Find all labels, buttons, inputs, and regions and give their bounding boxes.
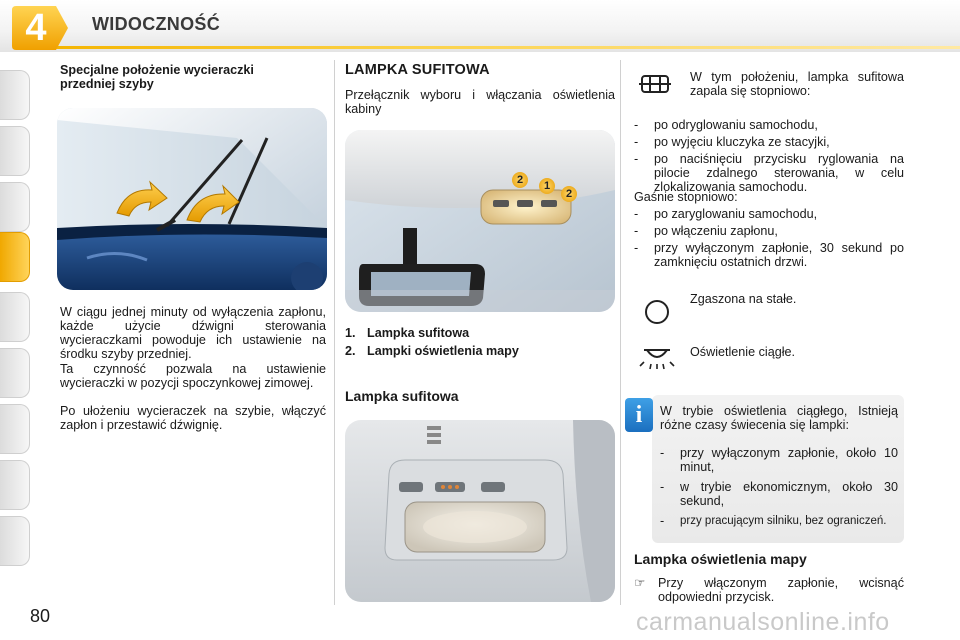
map-lamp-instruction: ☞ Przy włączonym zapłonie, wcisnąć odpowiedni przycisk. <box>634 576 904 604</box>
list-item: - po włączeniu zapłonu, <box>634 224 778 238</box>
side-tab-7[interactable] <box>0 404 30 454</box>
column-divider-2 <box>620 60 621 605</box>
list-item: - po naciśnięciu przycisku ryglowania na pilocie zdalnego sterowania, w celu zlokalizowania samochodu. <box>634 152 904 194</box>
side-tab-2[interactable] <box>0 126 30 176</box>
lamp-off-icon <box>643 298 671 326</box>
wiper-paragraph-2: Ta czynność pozwala na ustawienie wycieraczki w pozycji spoczynkowej zimowej. <box>60 362 326 390</box>
legend-item-1: 1. Lampka sufitowa <box>345 326 470 340</box>
callout-2-right: 2 <box>561 186 577 202</box>
list-item: - w trybie ekonomicznym, około 30 sekund, <box>660 480 898 508</box>
wiper-paragraph-1: W ciągu jednej minuty od wyłączenia zapłonu, każde użycie dźwigni sterowania wycieraczkami powoduje ich ustawienie na środku szyby przedniej. <box>60 305 326 361</box>
chapter-title: WIDOCZNOŚĆ <box>92 14 220 34</box>
info-icon: i <box>625 398 653 432</box>
windscreen-wiper-photo <box>57 108 327 290</box>
side-tab-4-active[interactable] <box>0 232 30 282</box>
side-tab-3[interactable] <box>0 182 30 232</box>
side-tab-1[interactable] <box>0 70 30 120</box>
wiper-paragraph-3: Po ułożeniu wycieraczek na szybie, włączyć zapłon i przestawić dźwignię. <box>60 404 326 432</box>
lamp-on-list <box>634 118 904 197</box>
lamp-off-mode-text: Zgaszona na stałe. <box>690 292 797 306</box>
info-list <box>660 446 898 531</box>
lamp-on-mode-text: Oświetlenie ciągłe. <box>690 345 795 359</box>
pointing-hand-icon: ☞ <box>634 576 646 590</box>
door-mode-icon <box>638 70 672 100</box>
header-accent-line <box>46 46 960 49</box>
subtitle-lampka-sufitowa: Lampka sufitowa <box>345 388 459 404</box>
lamp-on-icon <box>638 340 676 370</box>
wiper-section-heading: Specjalne położenie wycieraczki przedniej szyby <box>60 63 254 91</box>
list-item: - po wyjęciu kluczyka ze stacyjki, <box>634 135 830 149</box>
callout-1: 1 <box>539 178 555 194</box>
list-item: - przy wyłączonym zapłonie, 30 sekund po zamknięciu ostatnich drzwi. <box>634 241 904 269</box>
callout-2-left: 2 <box>512 172 528 188</box>
door-mode-text: W tym położeniu, lampka sufitowa zapala się stopniowo: <box>690 70 904 98</box>
list-item: - po zaryglowaniu samochodu, <box>634 207 818 221</box>
list-item: - po odryglowaniu samochodu, <box>634 118 818 132</box>
side-tab-6[interactable] <box>0 348 30 398</box>
lamp-off-list <box>634 207 904 272</box>
lamp-off-label: Gaśnie stopniowo: <box>634 190 738 204</box>
chapter-number: 4 <box>25 7 47 49</box>
info-intro-text: W trybie oświetlenia ciągłego, Istnieją różne czasy świecenia się lampki: <box>660 404 898 432</box>
section-title-lampka-sufitowa: LAMPKA SUFITOWA <box>345 62 490 78</box>
side-tab-8[interactable] <box>0 460 30 510</box>
map-lamp-title: Lampka oświetlenia mapy <box>634 551 807 567</box>
lamp-intro-text: Przełącznik wyboru i włączania oświetlenia kabiny <box>345 88 615 116</box>
watermark: carmanualsonline.info <box>636 608 890 636</box>
legend-item-2: 2. Lampki oświetlenia mapy <box>345 344 519 358</box>
list-item: - przy wyłączonym zapłonie, około 10 minut, <box>660 446 898 474</box>
column-divider-1 <box>334 60 335 605</box>
ceiling-lamp-photo <box>345 130 615 312</box>
list-item: - przy pracującym silniku, bez ograniczeń. <box>660 514 887 528</box>
page-number: 80 <box>30 606 51 626</box>
side-tab-5[interactable] <box>0 292 30 342</box>
side-tab-9[interactable] <box>0 516 30 566</box>
lamp-unit-photo <box>345 420 615 602</box>
side-tab-strip <box>0 60 34 580</box>
